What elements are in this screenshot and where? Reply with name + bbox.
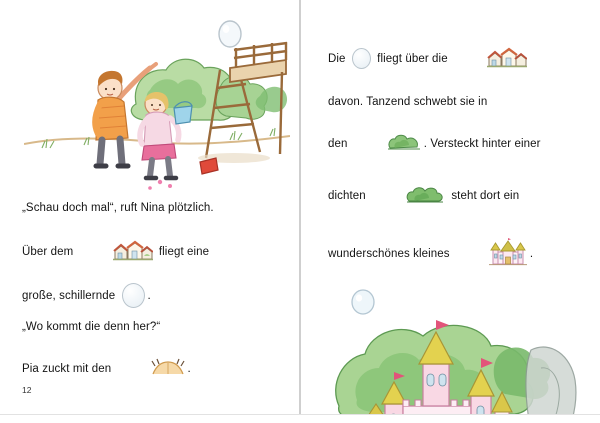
- text-line: [328, 173, 582, 219]
- line-text: „Schau doch mal“, ruft Nina plötzlich.: [22, 202, 214, 214]
- line-text: „Wo kommt die denn her?“: [22, 321, 161, 333]
- text-line: [22, 227, 286, 276]
- line-text: Pia zuckt mit den: [22, 362, 115, 375]
- page-bottom-edge: [0, 414, 600, 423]
- shoulders-icon: [118, 346, 185, 391]
- illustration-playground: [24, 12, 290, 190]
- castle-illustration-svg: [319, 288, 581, 423]
- text-line: [328, 121, 582, 166]
- forest-icon: [354, 121, 421, 166]
- bubble-icon: [122, 283, 145, 308]
- line-text: .: [147, 289, 151, 302]
- bush-icon: [372, 173, 445, 219]
- text-line: [22, 315, 286, 339]
- line-text: fliegt über die: [373, 52, 451, 65]
- line-text: .: [187, 362, 191, 375]
- line-text: steht dort ein: [448, 190, 520, 202]
- line-text: große, schillernde: [22, 289, 119, 302]
- line-text: Die: [328, 52, 349, 65]
- illustration-castle: [319, 288, 581, 423]
- text-line: [22, 346, 286, 391]
- text-line: [328, 90, 582, 114]
- soap-bubble-illustration: [352, 290, 374, 314]
- text-line: [328, 34, 582, 83]
- text-line: [22, 196, 286, 220]
- line-text: den: [328, 137, 351, 150]
- castle-icon: [456, 226, 527, 281]
- line-text: davon. Tanzend schwebt sie in: [328, 96, 488, 108]
- line-text: Über dem: [22, 245, 77, 258]
- houses-icon: [80, 227, 153, 276]
- line-text: wunderschönes kleines: [328, 247, 453, 260]
- left-page-text: [22, 196, 286, 391]
- houses-icon: [454, 34, 527, 83]
- soap-bubble-illustration: [219, 21, 241, 47]
- page-number: 12: [22, 385, 32, 395]
- line-text: dichten: [328, 190, 370, 202]
- line-text: fliegt eine: [155, 245, 210, 258]
- text-line: [328, 226, 582, 281]
- text-line: [22, 283, 286, 308]
- right-page: [300, 0, 600, 423]
- right-page-text: [328, 34, 582, 281]
- bubble-icon: [352, 48, 371, 69]
- line-text: . Versteckt hinter einer: [423, 137, 541, 150]
- line-text: .: [529, 247, 534, 260]
- playground-illustration-svg: [24, 12, 290, 190]
